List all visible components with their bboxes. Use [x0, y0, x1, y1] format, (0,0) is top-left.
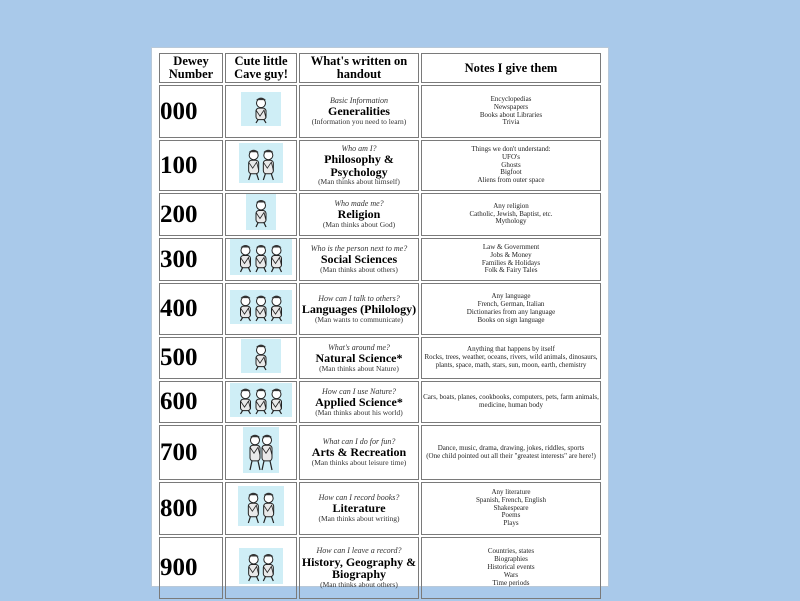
note-line: (One child pointed out all their "greatest interests" are here!) — [426, 451, 596, 460]
caveman-reading-icon — [241, 92, 281, 126]
dewey-number: 500 — [159, 337, 223, 379]
note-line: Law & Government — [482, 242, 540, 251]
cave-guy-cell — [225, 140, 297, 191]
notes-cell — [421, 283, 601, 335]
handout-question: Who made me? — [334, 199, 384, 209]
caveman-writing-icon — [239, 548, 283, 584]
dewey-number: 800 — [159, 482, 223, 535]
category-title: Natural Science* — [315, 350, 403, 365]
note-line: Anything that happens by itself — [467, 345, 555, 354]
handout-question: Who am I? — [341, 143, 377, 153]
handout-subtitle: (Man thinks about his world) — [315, 407, 403, 417]
note-line: Any language — [491, 292, 531, 301]
header-cave-guy: Cute little Cave guy! — [225, 53, 297, 83]
handout-subtitle: (Man thinks about God) — [322, 220, 396, 230]
header-dewey-number: Dewey Number — [159, 53, 223, 83]
category-title: Philosophy & Psychology — [324, 152, 394, 179]
handout-subtitle: (Man thinks about others) — [320, 265, 398, 275]
handout-subtitle: (Man thinks about Nature) — [319, 363, 399, 373]
handout-cell — [299, 238, 419, 281]
caveman-thinking-icon — [239, 143, 283, 183]
table-row — [159, 283, 601, 335]
category-title: Social Sciences — [320, 252, 398, 267]
handout-question: How can I leave a record? — [316, 546, 402, 556]
note-line: Poems — [501, 511, 521, 520]
cave-guy-cell — [225, 337, 297, 379]
note-line: UFO's — [502, 152, 520, 161]
category-title: Religion — [337, 207, 381, 222]
handout-subtitle: (Man thinks about writing) — [318, 514, 400, 524]
note-line: Books on sign language — [477, 315, 545, 324]
cavemen-in-cave-icon — [230, 239, 292, 275]
caveman-praying-icon — [246, 194, 276, 230]
handout-cell — [299, 283, 419, 335]
note-line: Countries, states — [487, 547, 535, 556]
handout-subtitle: (Man thinks about leisure time) — [311, 458, 407, 468]
notes-cell — [421, 482, 601, 535]
note-line: Biographies — [494, 555, 528, 564]
handout-subtitle: (Man thinks about others) — [320, 579, 398, 589]
note-line: Books about Libraries — [479, 110, 543, 119]
notes-cell — [421, 425, 601, 480]
handout-cell — [299, 482, 419, 535]
dewey-number: 400 — [159, 283, 223, 335]
handout-question: How can I use Nature? — [322, 386, 396, 396]
cave-guy-cell — [225, 482, 297, 535]
note-line: Spanish, French, English — [476, 495, 546, 504]
category-title: Arts & Recreation — [311, 445, 407, 460]
note-line: Folk & Fairy Tales — [484, 266, 538, 275]
category-title: Applied Science* — [315, 394, 403, 409]
note-line: Newspapers — [493, 102, 529, 111]
note-line: Plays — [503, 519, 519, 528]
dewey-number: 300 — [159, 238, 223, 281]
note-line: Time periods — [492, 578, 530, 587]
cavemen-reading-icon — [238, 486, 284, 526]
note-line: Rocks, trees, weather, oceans, rivers, wild animals, dinosaurs, plants, space, math, stars, sun, moon, earth, chemistry — [424, 353, 598, 369]
dewey-number: 100 — [159, 140, 223, 191]
handout-question: Basic Information — [330, 96, 388, 106]
cave-guy-cell — [225, 193, 297, 236]
cave-guy-cell — [225, 381, 297, 423]
handout-cell — [299, 381, 419, 423]
table-row — [159, 425, 601, 480]
note-line: Ghosts — [501, 160, 521, 169]
header-handout: What's written on handout — [299, 53, 419, 83]
category-title: Languages (Philology) — [301, 301, 417, 316]
category-title: Generalities — [328, 104, 390, 119]
handout-question: What can I do for fun? — [322, 437, 396, 447]
note-line: Wars — [503, 570, 519, 579]
handout-question: How can I talk to others? — [318, 293, 400, 303]
handout-question: Who is the person next to me? — [310, 244, 408, 254]
table-row — [159, 85, 601, 138]
note-line: Dance, music, drama, drawing, jokes, riddles, sports — [437, 443, 585, 452]
handout-cell — [299, 337, 419, 379]
note-line: Any religion — [493, 201, 529, 210]
note-line: Families & Holidays — [481, 258, 541, 267]
handout-cell — [299, 140, 419, 191]
table-row — [159, 193, 601, 236]
category-title: Literature — [332, 501, 386, 516]
header-row — [159, 53, 601, 83]
handout-subtitle: (Man thinks about himself) — [318, 177, 400, 187]
handout-cell — [299, 193, 419, 236]
note-line: Encyclopedias — [490, 94, 532, 103]
caveman-painting-icon — [243, 427, 279, 473]
notes-cell — [421, 381, 601, 423]
dewey-number: 200 — [159, 193, 223, 236]
note-line: Cars, boats, planes, cookbooks, computers, pets, farm animals, medicine, human body — [423, 393, 599, 409]
handout-cell — [299, 537, 419, 599]
handout-cell — [299, 85, 419, 138]
header-notes: Notes I give them — [421, 53, 601, 83]
category-title: History, Geography & Biography — [301, 554, 417, 582]
notes-cell — [421, 140, 601, 191]
table-row — [159, 140, 601, 191]
cave-guy-cell — [225, 238, 297, 281]
notes-cell — [421, 85, 601, 138]
notes-cell — [421, 238, 601, 281]
note-line: Trivia — [502, 118, 520, 127]
notes-cell — [421, 537, 601, 599]
handout-subtitle: (Information you need to learn) — [311, 117, 407, 127]
note-line: Things we don't understand: — [471, 144, 551, 153]
table-row — [159, 537, 601, 599]
dewey-number: 700 — [159, 425, 223, 480]
dewey-number: 000 — [159, 85, 223, 138]
handout-question: What's around me? — [328, 342, 390, 352]
cave-guy-cell — [225, 283, 297, 335]
table-row — [159, 482, 601, 535]
dewey-number: 600 — [159, 381, 223, 423]
cavemen-talking-icon — [230, 290, 292, 324]
cave-guy-cell — [225, 85, 297, 138]
note-line: Shakespeare — [493, 503, 529, 512]
cave-guy-cell — [225, 425, 297, 480]
note-line: Aliens from outer space — [477, 176, 545, 185]
note-line: Mythology — [495, 217, 527, 226]
note-line: French, German, Italian — [477, 300, 545, 309]
cave-guy-cell — [225, 537, 297, 599]
table-row — [159, 337, 601, 379]
table-row — [159, 381, 601, 423]
note-line: Any literature — [491, 487, 531, 496]
dewey-table — [157, 51, 603, 601]
note-line: Historical events — [487, 563, 535, 572]
dewey-number: 900 — [159, 537, 223, 599]
notes-cell — [421, 337, 601, 379]
handout-question: How can I record books? — [318, 493, 400, 503]
note-line: Bigfoot — [500, 168, 522, 177]
note-line: Catholic, Jewish, Baptist, etc. — [469, 209, 553, 218]
handout-cell — [299, 425, 419, 480]
caveman-nature-icon — [241, 339, 281, 373]
cavemen-working-icon — [230, 383, 292, 417]
table-row — [159, 238, 601, 281]
notes-cell — [421, 193, 601, 236]
note-line: Dictionaries from any language — [466, 308, 556, 316]
note-line: Jobs & Money — [490, 250, 532, 259]
handout-subtitle: (Man wants to communicate) — [314, 314, 404, 324]
